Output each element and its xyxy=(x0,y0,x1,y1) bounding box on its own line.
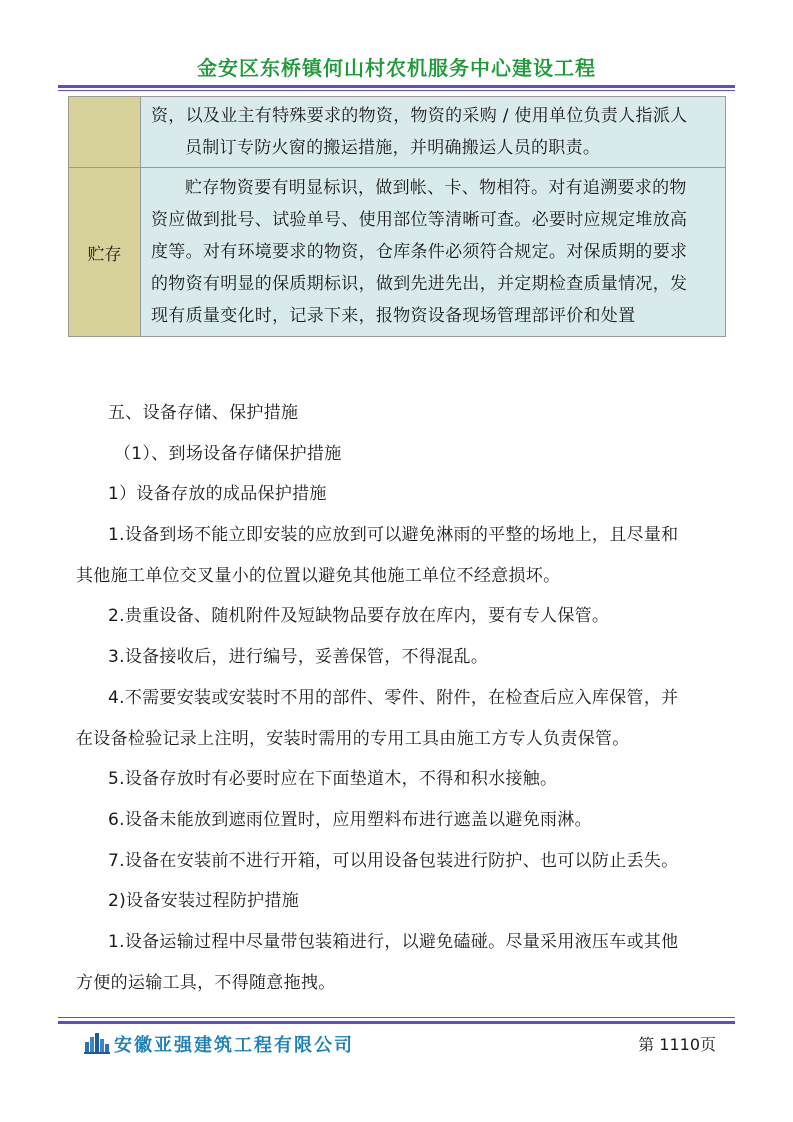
table-text-line: 资，以及业主有特殊要求的物资，物资的采购 / 使用单位负责人指派人 xyxy=(151,106,688,126)
body-paragraph-line: 5.设备存放时有必要时应在下面垫道木，不得和积水接触。 xyxy=(108,769,558,790)
table-row xyxy=(69,168,726,337)
page-footer xyxy=(84,1029,734,1057)
footer-rule-thick xyxy=(58,1021,735,1024)
building-logo-icon xyxy=(84,1032,110,1054)
header-rule-thin xyxy=(58,90,735,91)
table-text-line: 现有质量变化时，记录下来，报物资设备现场管理部评价和处置 xyxy=(151,306,636,326)
section-heading: 五、设备存储、保护措施 xyxy=(108,403,299,423)
body-paragraph-line: 4.不需要安装或安装时不用的部件、零件、附件，在检查后应入库保管，并 xyxy=(108,687,679,708)
body-text xyxy=(76,393,736,1003)
body-paragraph-line: 2.贵重设备、随机附件及短缺物品要存放在库内，要有专人保管。 xyxy=(108,606,610,627)
table-category-cell xyxy=(69,97,141,168)
table-text-line: 贮存物资要有明显标识，做到帐、卡、物相符。对有追溯要求的物 xyxy=(185,178,687,198)
table-category-cell: 贮存 xyxy=(69,168,141,337)
table-text-line: 资应做到批号、试验单号、使用部位等清晰可查。必要时应规定堆放高 xyxy=(151,210,688,230)
subsection-heading: 1）设备存放的成品保护措施 xyxy=(108,484,327,505)
table-content-cell xyxy=(141,97,726,168)
body-paragraph-line: 方便的运输工具，不得随意拖拽。 xyxy=(76,972,336,993)
body-paragraph-line: 1.设备到场不能立即安装的应放到可以避免淋雨的平整的场地上，且尽量和 xyxy=(108,525,679,546)
body-paragraph-line: 6.设备未能放到遮雨位置时，应用塑料布进行遮盖以避免雨淋。 xyxy=(108,809,592,830)
page-number: 第 1110页 xyxy=(638,1035,716,1054)
footer-rule-thin xyxy=(58,1017,735,1018)
document-header-title: 金安区东桥镇何山村农机服务中心建设工程 xyxy=(197,56,596,80)
body-paragraph-line: 其他施工单位交叉量小的位置以避免其他施工单位不经意损坏。 xyxy=(76,565,561,586)
table-text-line: 的物资有明显的保质期标识，做到先进先出，并定期检查质量情况，发 xyxy=(151,274,688,294)
company-name: 安徽亚强建筑工程有限公司 xyxy=(114,1035,354,1056)
materials-table xyxy=(68,96,726,337)
body-paragraph-line: 1.设备运输过程中尽量带包装箱进行，以避免磕碰。尽量采用液压车或其他 xyxy=(108,931,679,952)
body-paragraph-line: 7.设备在安装前不进行开箱，可以用设备包装进行防护、也可以防止丢失。 xyxy=(108,850,679,871)
subsection-heading: 2)设备安装过程防护措施 xyxy=(108,891,300,912)
header-rule-thick xyxy=(58,85,735,88)
body-paragraph-line: 3.设备接收后，进行编号，妥善保管，不得混乱。 xyxy=(108,647,489,668)
table-text-line: 度等。对有环境要求的物资，仓库条件必须符合规定。对保质期的要求 xyxy=(151,242,688,262)
body-paragraph-line: 在设备检验记录上注明，安装时需用的专用工具由施工方专人负责保管。 xyxy=(76,728,630,749)
table-text-line: 员制订专防火窗的搬运措施，并明确搬运人员的职责。 xyxy=(185,138,601,158)
table-content-cell xyxy=(141,168,726,337)
table-row xyxy=(69,97,726,168)
subsection-heading: （1）、到场设备存储保护措施 xyxy=(114,443,342,464)
